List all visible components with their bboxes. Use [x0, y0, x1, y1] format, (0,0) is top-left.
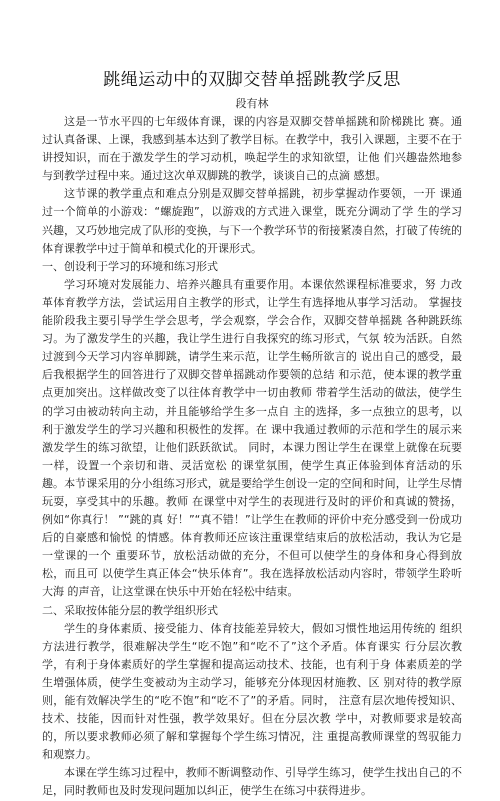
section-heading-2: 二、采取按体能分层的教学组织形式 [42, 603, 218, 617]
section-heading-1: 一、创设利于学习的环境和练习形式 [42, 259, 218, 273]
document-title: 跳绳运动中的双脚交替单摇跳教学反思 [103, 70, 401, 90]
author-name: 段有林 [235, 97, 269, 110]
paragraph-key-points: 这节课的教学重点和难点分别是双脚交替单摇跳，初步掌握动作要领，一开 课通过一个简单的小游戏：“螺旋跑”，以游戏的方式进入课堂，既充分调动了学 生的学习兴趣，又巧妙地完成了队形的变换，与下一个教学环节的衔接紧凑自然，打破了传统的体育课教学中过于简单和模式化的开课形式。 [42, 187, 462, 255]
paragraph-practice-adjustment: 本课在学生练习过程中，教师不断调整动作、引导学生练习，使学生找出自己的不足，同时教师也及时发现问题加以纠正，使学生在练习中获得进步。 [42, 766, 462, 798]
paragraph-intro: 这是一节水平四的七年级体育课，课的内容是双脚交替单摇跳和阶梯跳比 赛。通过认真备课、上课，我感到基本达到了教学目标。在教学中，我引入课题，主要不在于讲授知识，而在于激发学生的学习动机，唤起学生的求知欲望，让他 们兴趣盎然地参与到教学过程中来。通过这次单双脚跳的教学，谈谈自己的点滴 感想。 [42, 115, 462, 183]
document-body [42, 113, 462, 801]
paragraph-learning-environment: 学习环境对发展能力、培养兴趣具有重要作用。本课依然课程标准要求，努 力改革体育教学方法，尝试运用自主教学的形式，让学生有选择地从事学习活动。 掌握技能阶段我主要引导学生学会思考，学会观察，学会合作，双脚交替单摇跳 各种跳跃练习。为了激发学生的兴趣，我让学生进行自我探究的练习形式，气氛 较为活跃。自然过渡到今天学习内容单脚跳，请学生来示范，让学生畅所欲言的 说出自己的感受，最后我根据学生的回答进行了双脚交替单摇跳动作要领的总结 和示范，使本课的教学重点更加突出。这样做改变了以往体育教学中一切由教师 带着学生活动的做法，使学生的学习由被动转向主动，并且能够给学生多一点自 主的选择，多一点独立的思考，以利于激发学生的学习兴趣和积极性的发挥。在 课中我通过教师的示范和学生的展示来激发学生的练习欲望，让他们跃跃欲试。 同时，本课力图让学生在课堂上就像在玩要一样，设置一个亲切和谐、灵活宽松 的课堂氛围，使学生真正体验到体育活动的乐趣。本节课采用的分小组练习形式，就是要给学生创设一定的空间和时间，让学生尽情玩耍，享受其中的乐趣。教师 在课堂中对学生的表现进行及时的评价和真诚的赞扬，例如“你真行！ ”“跳的真 好！”“真不错！”让学生在教师的评价中充分感受到一份成功后的自豪感和愉悦 的情感。体育教师还应该注重课堂结束后的放松活动，我认为它是一堂课的一个 重要环节，放松活动做的充分，不但可以使学生的身体和身心得到放松，而且可 以使学生真正体会“快乐体育”。我在选择放松活动内容时，带领学生聆听大海 的声音，让这堂课在快乐中开始在轻松中结束。 [42, 277, 462, 599]
paragraph-tiered-teaching: 学生的身体素质、接受能力、体育技能差异较大，假如习惯性地运用传统的 组织方法进行教学，很难解决学生“吃不饱”和“吃不了”这个矛盾。体育课实 行分层次教学，有利于身体素质好的学生掌握和提高运动技术、技能，也有利于身 体素质差的学生增强体质，使学生变被动为主动学习，能够充分体现因材施教、区 别对待的教学原则，能有效解决学生的“吃不饱”和“吃不了”的矛盾。同时， 注意有层次地传授知识、技术、技能，因而针对性强，教学效果好。但在分层次教 学中，对教师要求是较高的，所以要求教师必须了解和掌握每个学生练习情况，注 重提高教师课堂的驾驭能力和观察力。 [42, 621, 462, 762]
